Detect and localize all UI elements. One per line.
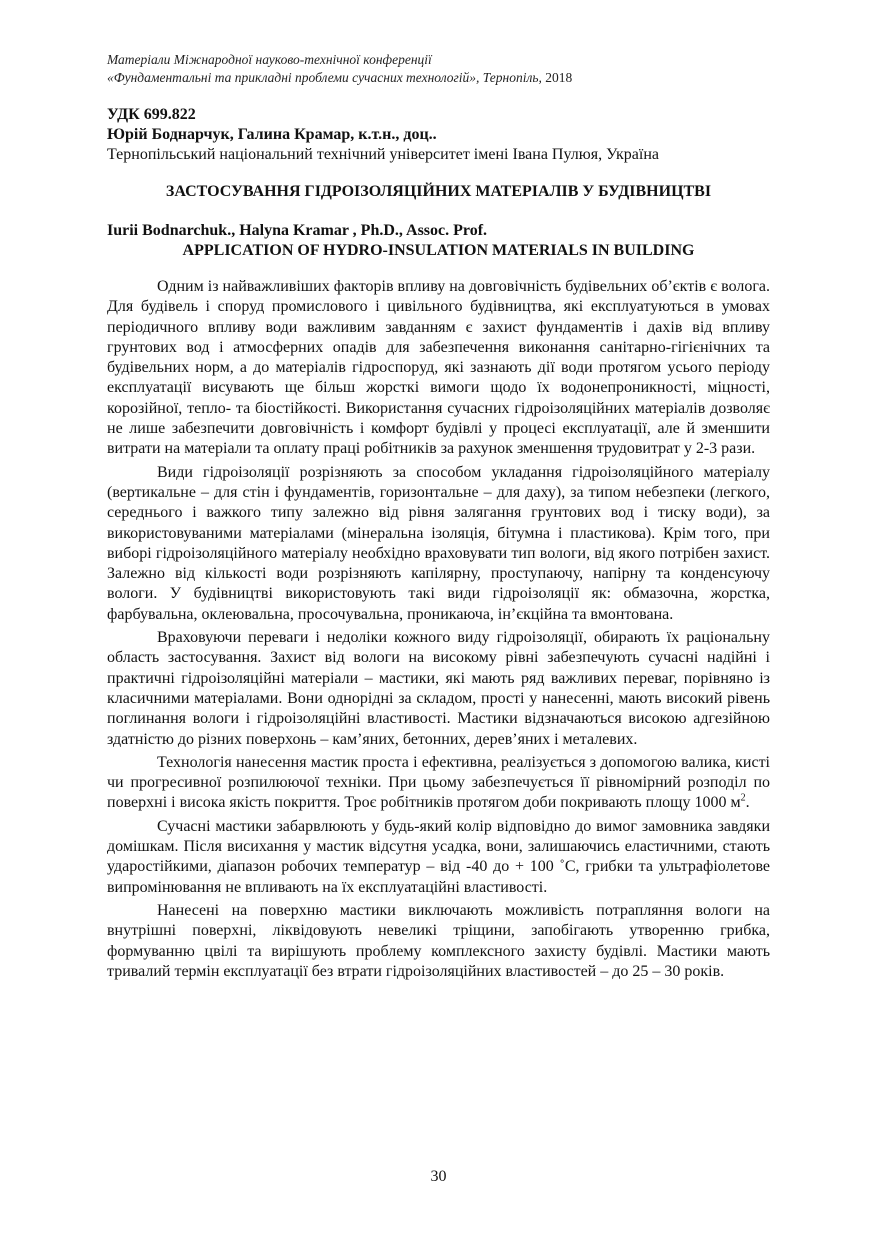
paragraph-text: Технологія нанесення мастик проста і ефективна, реалізується з допомогою валика, кисті чи прогресивної розпилюючої техніки. При цьому забезпечується її рівномірний розподіл по поверхні і висока якість покриття. Троє робітників протягом доби покривають площу 1000 м [107, 753, 770, 812]
paragraph: Види гідроізоляції розрізняють за способом укладання гідроізоляційного матеріалу (вертикальне – для стін і фундаментів, горизонтальне – для даху), за типом небезпеки (легкого, середнього і важкого типу залежно від рівня залягання грунтових вод і тиску води), за використовуваними матеріалами (мінеральна ізоляція, бітумна і пластикова). Крім того, при виборі гідроізоляційного матеріалу необхідно враховувати тип вологи, від якого потрібен захист. Залежно від кількості води розрізняють капілярну, проступаючу, напірну та конденсуючу вологи. У будівництві використовують такі види гідроізоляції як: обмазочна, жорстка, фарбувальна, оклеювальна, просочувальна, проникаюча, ін’єкційна та вмонтована. [107, 463, 770, 623]
conference-year: 2018 [545, 70, 573, 85]
affiliation: Тернопільський національний технічний університет імені Івана Пулюя, Україна [107, 146, 659, 163]
paragraph: Одним із найважливіших факторів впливу на довговічність будівельних об’єктів є волога. Для будівель і споруд промислового і цивільного будівництва, які експлуатуються в умовах періодичного впливу води важливим завданням є захист фундаментів і дахів від впливу грунтових вод і атмосферних опадів для забезпечення виконання санітарно-гігієнічних та будівельних норм, а до матеріалів гідроспоруд, які зазнають дії води протягом усього періоду експлуатації висувають ще більш жорсткі вимоги щодо їх водонепроникності, міцності, корозійної, тепло- та біостійкості. Використання сучасних гідроізоляційних матеріалів дозволяє не лише забезпечити довговічність і комфорт будівлі у процесі експлуатації, але й зменшити витрати на матеріали та оплату праці робітників за рахунок зменшення трудовитрат у 2-3 рази. [107, 278, 770, 458]
article-meta [107, 105, 787, 165]
paragraph-end: . [745, 794, 750, 812]
superscript: 2 [740, 793, 746, 805]
article-title-en: APPLICATION OF HYDRO-INSULATION MATERIALS IN BUILDING [182, 242, 695, 259]
conference-header-line1: Матеріали Міжнародної науково-технічної конференції [107, 52, 432, 67]
article-body [107, 277, 770, 985]
conference-header [107, 51, 787, 87]
article-title-ua: ЗАСТОСУВАННЯ ГІДРОІЗОЛЯЦІЙНИХ МАТЕРІАЛІВ У БУДІВНИЦТВІ [165, 183, 712, 200]
paragraph: Враховуючи переваги і недоліки кожного виду гідроізоляції, обирають їх раціональну область застосування. Захист від вологи на високому рівні забезпечують сучасні надійні і практичні гідроізоляційні матеріали – мастики, які мають ряд важливих переваг, порівняно із класичними матеріалами. Вони однорідні за складом, прості у нанесенні, мають високий рівень поглинання вологи і гідроізоляційні властивості. Мастики відзначаються високою адгезійною здатністю до різних поверхонь – кам’яних, бетонних, дерев’яних і металевих. [107, 629, 770, 748]
paragraph: Нанесені на поверхню мастики виключають можливість потрапляння вологи на внутрішні поверхні, ліквідовують невеликі тріщини, запобігають утворенню грибка, формуванню цвілі та вирішують проблему комплексного захисту будівлі. Мастики мають тривалий термін експлуатації без втрати гідроізоляційних властивостей – до 25 – 30 років. [107, 901, 770, 980]
page-number: 30 [430, 1168, 447, 1185]
english-block [107, 221, 770, 261]
conference-header-line2 [107, 69, 787, 87]
udk-code: УДК 699.822 [107, 106, 196, 123]
conference-name: «Фундаментальні та прикладні проблеми сучасних технологій», Тернопіль, [107, 70, 542, 85]
paragraph: Сучасні мастики забарвлюють у будь-який колір відповідно до вимог замовника завдяки домішкам. Після висихання у мастик відсутня усадка, вони, залишаючись еластичними, стають ударостійкими, діапазон робочих температур – від -40 до + 100 ˚С, грибки та ультрафіолетове випромінювання не впливають на їх експлуатаційні властивості. [107, 817, 770, 896]
authors-en: Iurii Bodnarchuk., Halyna Kramar , Ph.D., Assoc. Prof. [107, 222, 488, 239]
paragraph [107, 753, 770, 814]
authors-ua: Юрій Боднарчук, Галина Крамар, к.т.н., доц.. [107, 126, 437, 143]
